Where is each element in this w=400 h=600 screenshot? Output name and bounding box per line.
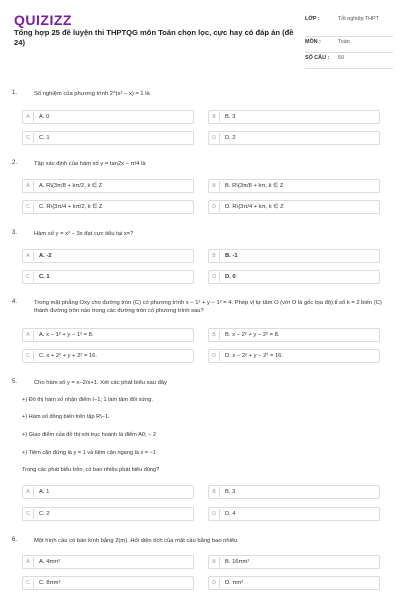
question-number: 1. bbox=[12, 90, 18, 96]
option-letter: A bbox=[23, 330, 34, 340]
option-letter: A bbox=[23, 557, 34, 567]
q5-option-d[interactable] bbox=[208, 507, 380, 521]
meta-panel bbox=[305, 14, 393, 69]
q5-option-c[interactable] bbox=[22, 507, 194, 521]
option-letter: C bbox=[23, 509, 34, 519]
option-text: D. 4 bbox=[225, 511, 236, 517]
q1-option-d[interactable] bbox=[208, 131, 380, 145]
q6-option-d[interactable] bbox=[208, 576, 380, 590]
q1-option-b[interactable] bbox=[208, 110, 380, 124]
option-text: C. x + 2² + y + 2² = 16. bbox=[39, 353, 97, 359]
option-text: D. πm² bbox=[225, 580, 244, 586]
option-letter: B bbox=[209, 487, 220, 497]
option-text: D. 0 bbox=[225, 274, 236, 280]
option-text: B. 16πm² bbox=[225, 559, 250, 565]
option-letter: B bbox=[209, 181, 220, 191]
q4-option-b[interactable] bbox=[208, 328, 380, 342]
statement-4: +) Tiệm cận đứng là y = 1 và tiệm cận ngang là x = −1 bbox=[22, 450, 157, 456]
question-number: 2. bbox=[12, 160, 18, 166]
meta-row-lop bbox=[305, 14, 393, 37]
option-letter: C bbox=[23, 351, 34, 361]
option-text: A. 1 bbox=[39, 489, 50, 495]
meta-socau-label: SỐ CÂU : bbox=[305, 55, 330, 61]
meta-lop-value: Tốt nghiệp THPT bbox=[338, 16, 379, 22]
question-number: 4. bbox=[12, 299, 18, 305]
question-text: Một hình cầu có bán kính bằng 2(m). Hỏi diện tích của mặt cầu bằng bao nhiêu bbox=[34, 538, 238, 544]
option-text: A. 0 bbox=[39, 114, 50, 120]
q3-option-a[interactable] bbox=[22, 249, 194, 263]
option-text: C. 1 bbox=[39, 274, 50, 280]
statement-2: +) Hàm số đồng biến trên tập R\−1. bbox=[22, 414, 110, 420]
option-text: B. x − 2² + y − 2² = 8. bbox=[225, 332, 280, 338]
option-text: B. 3 bbox=[225, 114, 236, 120]
meta-mon-value: Toán bbox=[338, 39, 350, 45]
option-letter: B bbox=[209, 557, 220, 567]
meta-mon-label: MÔN : bbox=[305, 39, 321, 45]
q4-option-d[interactable] bbox=[208, 349, 380, 363]
option-letter: B bbox=[209, 251, 220, 261]
option-text: A. R\{3π/8 + kπ/2, k ∈ Z bbox=[39, 183, 103, 189]
option-text: D. 2 bbox=[225, 135, 236, 141]
question-text: Hàm số y = x³ − 3x đạt cực tiểu tại x=? bbox=[34, 231, 134, 237]
statement-1: +) Đồ thị hàm số nhận điểm I−1; 1 làm tâm đối xứng. bbox=[22, 397, 153, 403]
option-letter: C bbox=[23, 578, 34, 588]
option-letter: A bbox=[23, 487, 34, 497]
question-text: Tập xác định của hàm số y = tan2x − π/4 là bbox=[34, 161, 146, 167]
document-title: Tổng hợp 25 đề luyện thi THPTQG môn Toán chọn lọc, cực hay có đáp án (đề 24) bbox=[14, 28, 294, 47]
meta-row-mon bbox=[305, 37, 393, 53]
meta-row-socau bbox=[305, 53, 393, 69]
option-text: B. 3 bbox=[225, 489, 236, 495]
option-letter: B bbox=[209, 330, 220, 340]
q1-option-a[interactable] bbox=[22, 110, 194, 124]
option-letter: D bbox=[209, 578, 220, 588]
question-prompt: Trong các phát biểu trên, có bao nhiêu phát biểu đúng? bbox=[22, 467, 160, 473]
option-letter: D bbox=[209, 351, 220, 361]
q2-option-b[interactable] bbox=[208, 179, 380, 193]
statement-3: +) Giao điểm của đồ thị với trục hoành là điểm A0; − 2 bbox=[22, 432, 156, 438]
option-letter: B bbox=[209, 112, 220, 122]
option-letter: A bbox=[23, 181, 34, 191]
option-letter: C bbox=[23, 202, 34, 212]
q3-option-d[interactable] bbox=[208, 270, 380, 284]
question-number: 6. bbox=[12, 537, 18, 543]
q4-option-c[interactable] bbox=[22, 349, 194, 363]
question-text: Trong mặt phẳng Oxy cho đường tròn (C) có phương trình x − 1² + y − 1² = 4. Phép vị tự tâm O (với O là gốc tọa độ) tỉ số k = 2 biến (C) thành đường tròn nào trong các đường tròn có phương trình sau? bbox=[34, 300, 382, 314]
option-letter: D bbox=[209, 202, 220, 212]
option-text: C. R\{3π/4 + kπ/2, k ∈ Z bbox=[39, 204, 103, 210]
q6-option-c[interactable] bbox=[22, 576, 194, 590]
q5-option-a[interactable] bbox=[22, 485, 194, 499]
option-text: D. x − 2² + y − 2² = 16. bbox=[225, 353, 283, 359]
option-text: A. -2 bbox=[39, 253, 52, 259]
option-text: A. 4πm² bbox=[39, 559, 61, 565]
question-text: Cho hàm số y = x−2/x+1. Xét các phát biểu sau đây bbox=[34, 380, 167, 386]
q3-option-b[interactable] bbox=[208, 249, 380, 263]
q2-option-c[interactable] bbox=[22, 200, 194, 214]
q1-option-c[interactable] bbox=[22, 131, 194, 145]
option-text: D. R\{3π/4 + kπ, k ∈ Z bbox=[225, 204, 284, 210]
q6-option-a[interactable] bbox=[22, 555, 194, 569]
option-text: B. -1 bbox=[225, 253, 238, 259]
option-letter: D bbox=[209, 272, 220, 282]
option-text: B. R\{3π/8 + kπ, k ∈ Z bbox=[225, 183, 284, 189]
option-text: A. x − 1² + y − 1² = 8. bbox=[39, 332, 94, 338]
option-letter: D bbox=[209, 133, 220, 143]
quizizz-logo: QUIZIZZ bbox=[14, 12, 72, 28]
option-text: C. 8πm² bbox=[39, 580, 61, 586]
option-text: C. 2 bbox=[39, 511, 50, 517]
question-number: 3. bbox=[12, 230, 18, 236]
meta-lop-label: LỚP : bbox=[305, 16, 320, 22]
option-text: C. 1 bbox=[39, 135, 50, 141]
q2-option-a[interactable] bbox=[22, 179, 194, 193]
q6-option-b[interactable] bbox=[208, 555, 380, 569]
q3-option-c[interactable] bbox=[22, 270, 194, 284]
option-letter: C bbox=[23, 133, 34, 143]
option-letter: D bbox=[209, 509, 220, 519]
option-letter: C bbox=[23, 272, 34, 282]
q4-option-a[interactable] bbox=[22, 328, 194, 342]
option-letter: A bbox=[23, 251, 34, 261]
meta-socau-value: 50 bbox=[338, 55, 344, 61]
q5-option-b[interactable] bbox=[208, 485, 380, 499]
question-number: 5. bbox=[12, 379, 18, 385]
question-text: Số nghiệm của phương trình 2^(x² − x) = 1 là bbox=[34, 91, 150, 97]
option-letter: A bbox=[23, 112, 34, 122]
q2-option-d[interactable] bbox=[208, 200, 380, 214]
